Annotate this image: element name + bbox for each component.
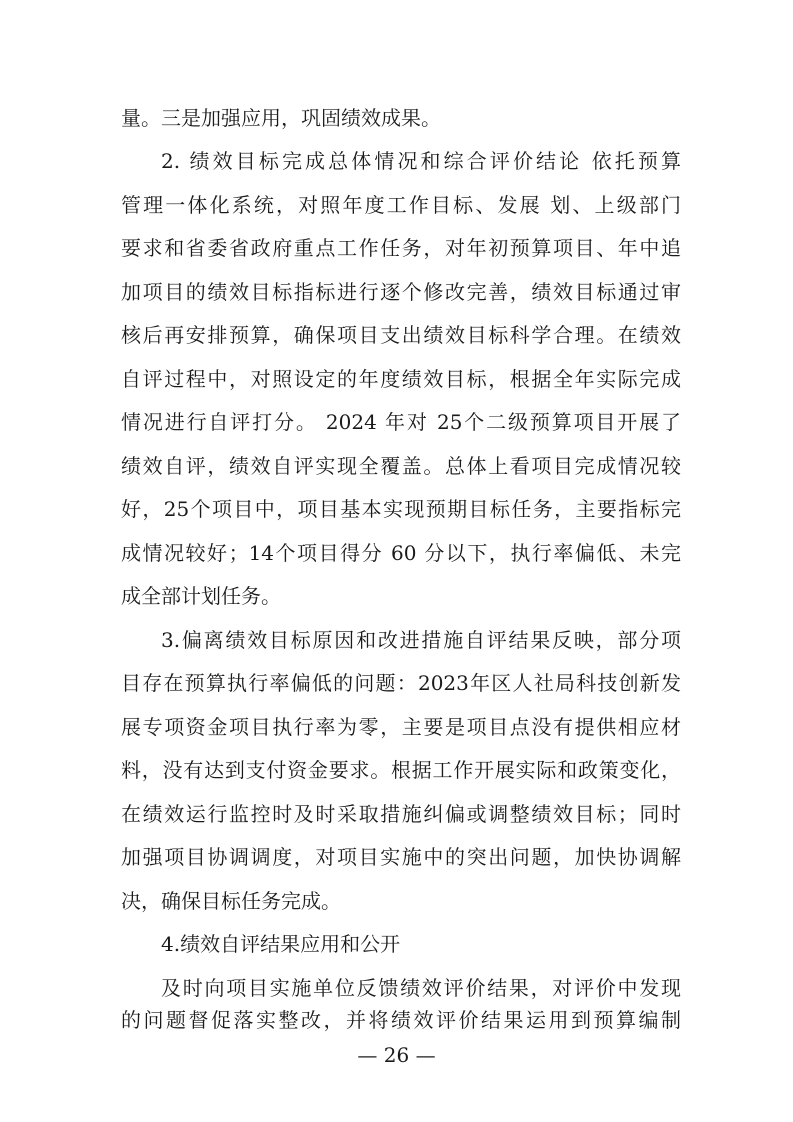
text-line: 量。三是加强应用，巩固绩效成果。	[121, 106, 441, 130]
text-line: 在绩效运行监控时及时采取措施纠偏或调整绩效目标；同时	[121, 802, 681, 826]
text-line: 及时向项目实施单位反馈绩效评价结果，对评价中发现	[161, 976, 681, 1000]
text-line: 情况进行自评打分。 2024 年对 25个二级预算项目开展了	[121, 410, 681, 434]
text-line: 核后再安排预算，确保项目支出绩效目标科学合理。在绩效	[121, 323, 681, 347]
text-line: 成情况较好；14个项目得分 60 分以下，执行率偏低、未完	[121, 541, 681, 565]
section-heading-line: 4.绩效自评结果应用和公开	[161, 932, 401, 956]
text-line: 决，确保目标任务完成。	[121, 889, 341, 913]
text-line: 展专项资金项目执行率为零，主要是项目点没有提供相应材	[121, 715, 681, 739]
text-line: 自评过程中，对照设定的年度绩效目标，根据全年实际完成	[121, 367, 681, 391]
text-line: 料，没有达到支付资金要求。根据工作开展实际和政策变化，	[121, 758, 681, 782]
text-line: 管理一体化系统，对照年度工作目标、发展 划、上级部门	[121, 193, 681, 217]
text-line: 的问题督促落实整改，并将绩效评价结果运用到预算编制	[121, 1008, 681, 1032]
section-heading-line: 2. 绩效目标完成总体情况和综合评价结论 依托预算	[161, 149, 681, 173]
text-line: 好，25个项目中，项目基本实现预期目标任务，主要指标完	[121, 497, 681, 521]
text-line: 目存在预算执行率偏低的问题：2023年区人社局科技创新发	[121, 671, 681, 695]
text-line: 绩效自评，绩效自评实现全覆盖。总体上看项目完成情况较	[121, 454, 681, 478]
page-number: — 26 —	[357, 1043, 436, 1067]
text-line: 加强项目协调调度，对项目实施中的突出问题，加快协调解	[121, 845, 681, 869]
text-line: 加项目的绩效目标指标进行逐个修改完善，绩效目标通过审	[121, 280, 681, 304]
section-heading-line: 3.偏离绩效目标原因和改进措施自评结果反映，部分项	[161, 628, 681, 652]
text-line: 成全部计划任务。	[121, 584, 281, 608]
text-line: 要求和省委省政府重点工作任务，对年初预算项目、年中追	[121, 236, 681, 260]
